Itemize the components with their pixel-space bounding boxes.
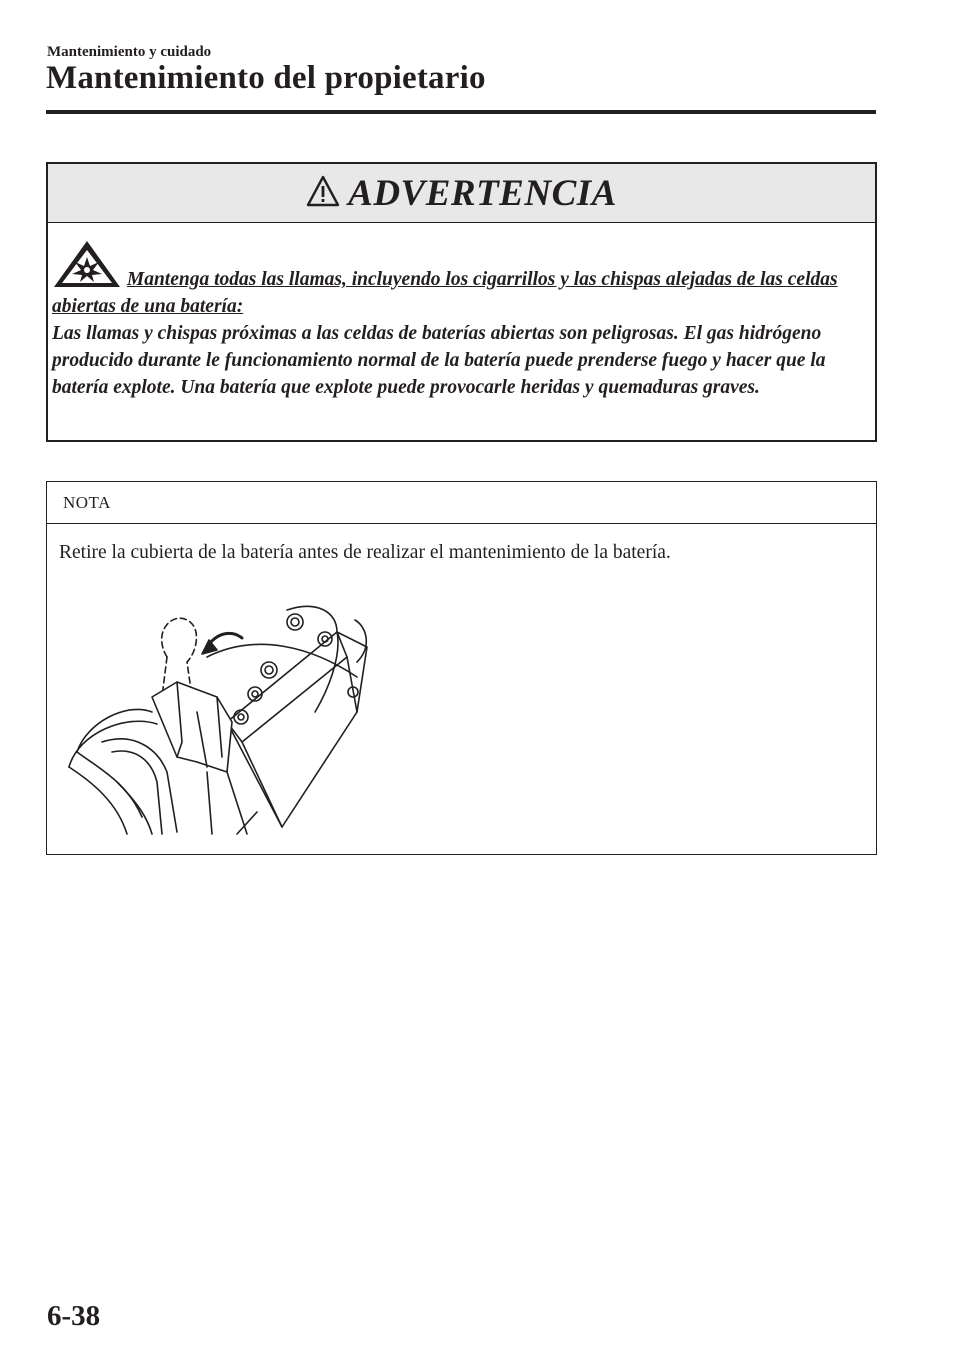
page-title: Mantenimiento del propietario <box>46 60 486 96</box>
warning-header <box>48 164 875 223</box>
note-title: NOTA <box>63 492 111 512</box>
section-label: Mantenimiento y cuidado <box>47 44 212 60</box>
warning-box <box>46 162 877 442</box>
warning-body <box>48 223 875 401</box>
explosion-icon <box>52 239 122 289</box>
note-box <box>46 481 877 855</box>
page-number: 6-38 <box>47 1300 101 1332</box>
warning-lead: Mantenga todas las llamas, incluyendo los cigarrillos y las chispas alejadas de las celdas abiertas de una batería: <box>52 269 838 317</box>
note-header <box>47 482 876 524</box>
warning-text: Las llamas y chispas próximas a las celdas de baterías abiertas son peligrosas. El gas hidrógeno producido durante le funcionamiento normal de la batería puede prenderse fuego y hacer que la batería explote. Una batería que explote puede provocarle heridas y quemaduras graves. <box>52 323 826 398</box>
note-text: Retire la cubierta de la batería antes de realizar el mantenimiento de la batería. <box>59 542 671 563</box>
battery-cover-illustration <box>57 602 377 837</box>
title-divider <box>46 110 876 114</box>
warning-triangle-icon <box>306 175 340 212</box>
warning-title: ADVERTENCIA <box>348 172 617 214</box>
